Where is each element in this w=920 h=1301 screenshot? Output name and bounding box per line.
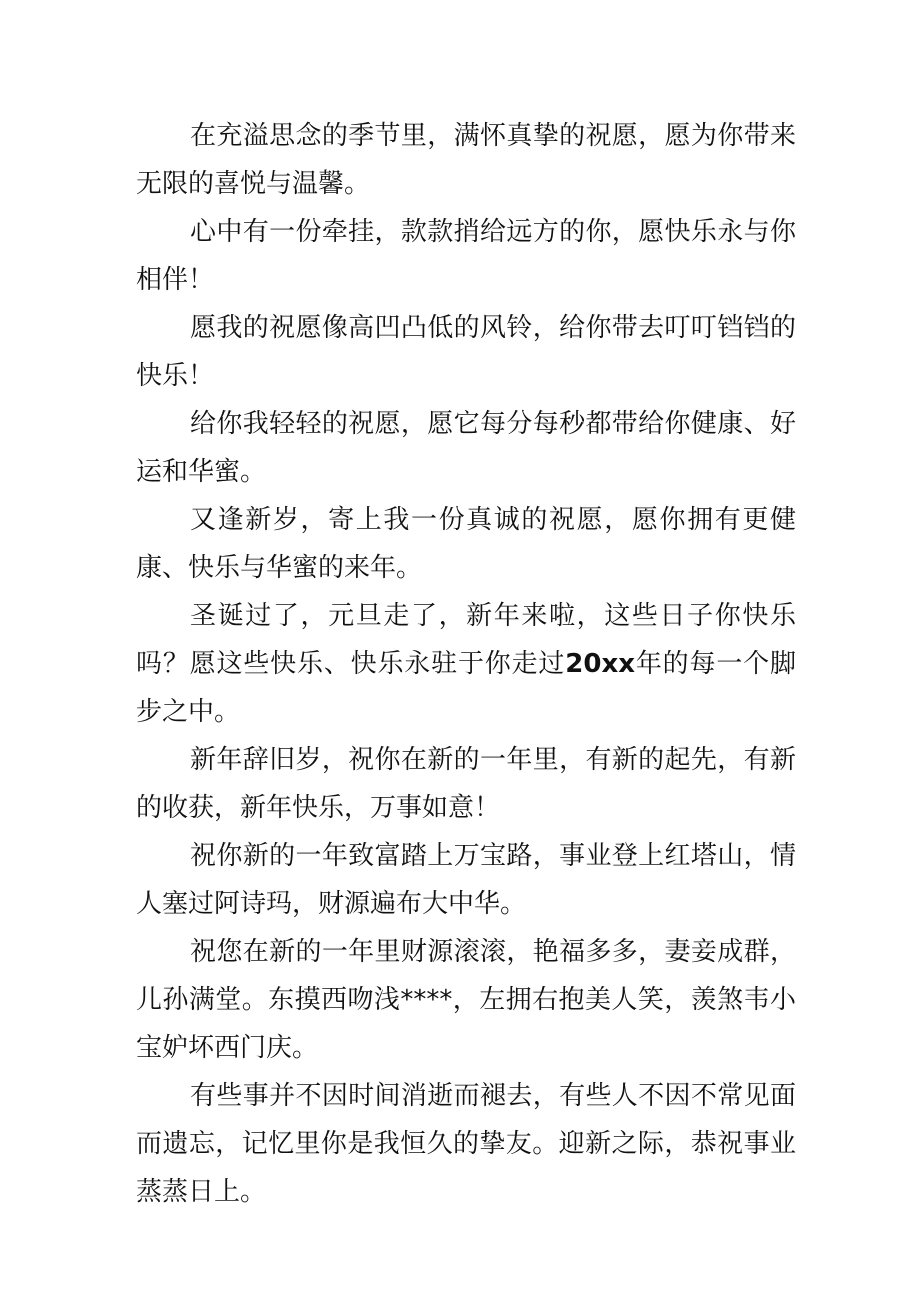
- paragraph-6-text-after: 年的每一个脚步之中。: [136, 649, 796, 727]
- document-body: [136, 112, 796, 1216]
- paragraph-1: 在充溢思念的季节里，满怀真挚的祝愿，愿为你带来无限的喜悦与温馨。: [136, 121, 796, 199]
- paragraph-7: 新年辞旧岁，祝你在新的一年里，有新的起先，有新的收获，新年快乐，万事如意！: [136, 745, 796, 823]
- paragraph-2: 心中有一份牵挂，款款捎给远方的你，愿快乐永与你相伴！: [136, 217, 796, 295]
- paragraph-4: 给你我轻轻的祝愿，愿它每分每秒都带给你健康、好运和华蜜。: [136, 409, 796, 487]
- paragraph-6: [136, 592, 796, 736]
- paragraph-5: 又逢新岁，寄上我一份真诚的祝愿，愿你拥有更健康、快乐与华蜜的来年。: [136, 505, 796, 583]
- paragraph-6-text-before: 圣诞过了，元旦走了，新年来啦，这些日子你快乐吗？愿这些快乐、快乐永驻于你走过: [136, 601, 796, 679]
- paragraph-8: 祝你新的一年致富踏上万宝路，事业登上红塔山，情人塞过阿诗玛，财源遍布大中华。: [136, 841, 796, 919]
- year-placeholder: 20xx: [565, 649, 635, 679]
- paragraph-10: 有些事并不因时间消逝而褪去，有些人不因不常见面而遗忘，记忆里你是我恒久的挚友。迎新之际，恭祝事业蒸蒸日上。: [136, 1081, 796, 1207]
- paragraph-9: 祝您在新的一年里财源滚滚，艳福多多，妻妾成群，儿孙满堂。东摸西吻浅****，左拥右抱美人笑，羡煞韦小宝妒坏西门庆。: [136, 937, 796, 1063]
- paragraph-3: 愿我的祝愿像高凹凸低的风铃，给你带去叮叮铛铛的快乐！: [136, 313, 796, 391]
